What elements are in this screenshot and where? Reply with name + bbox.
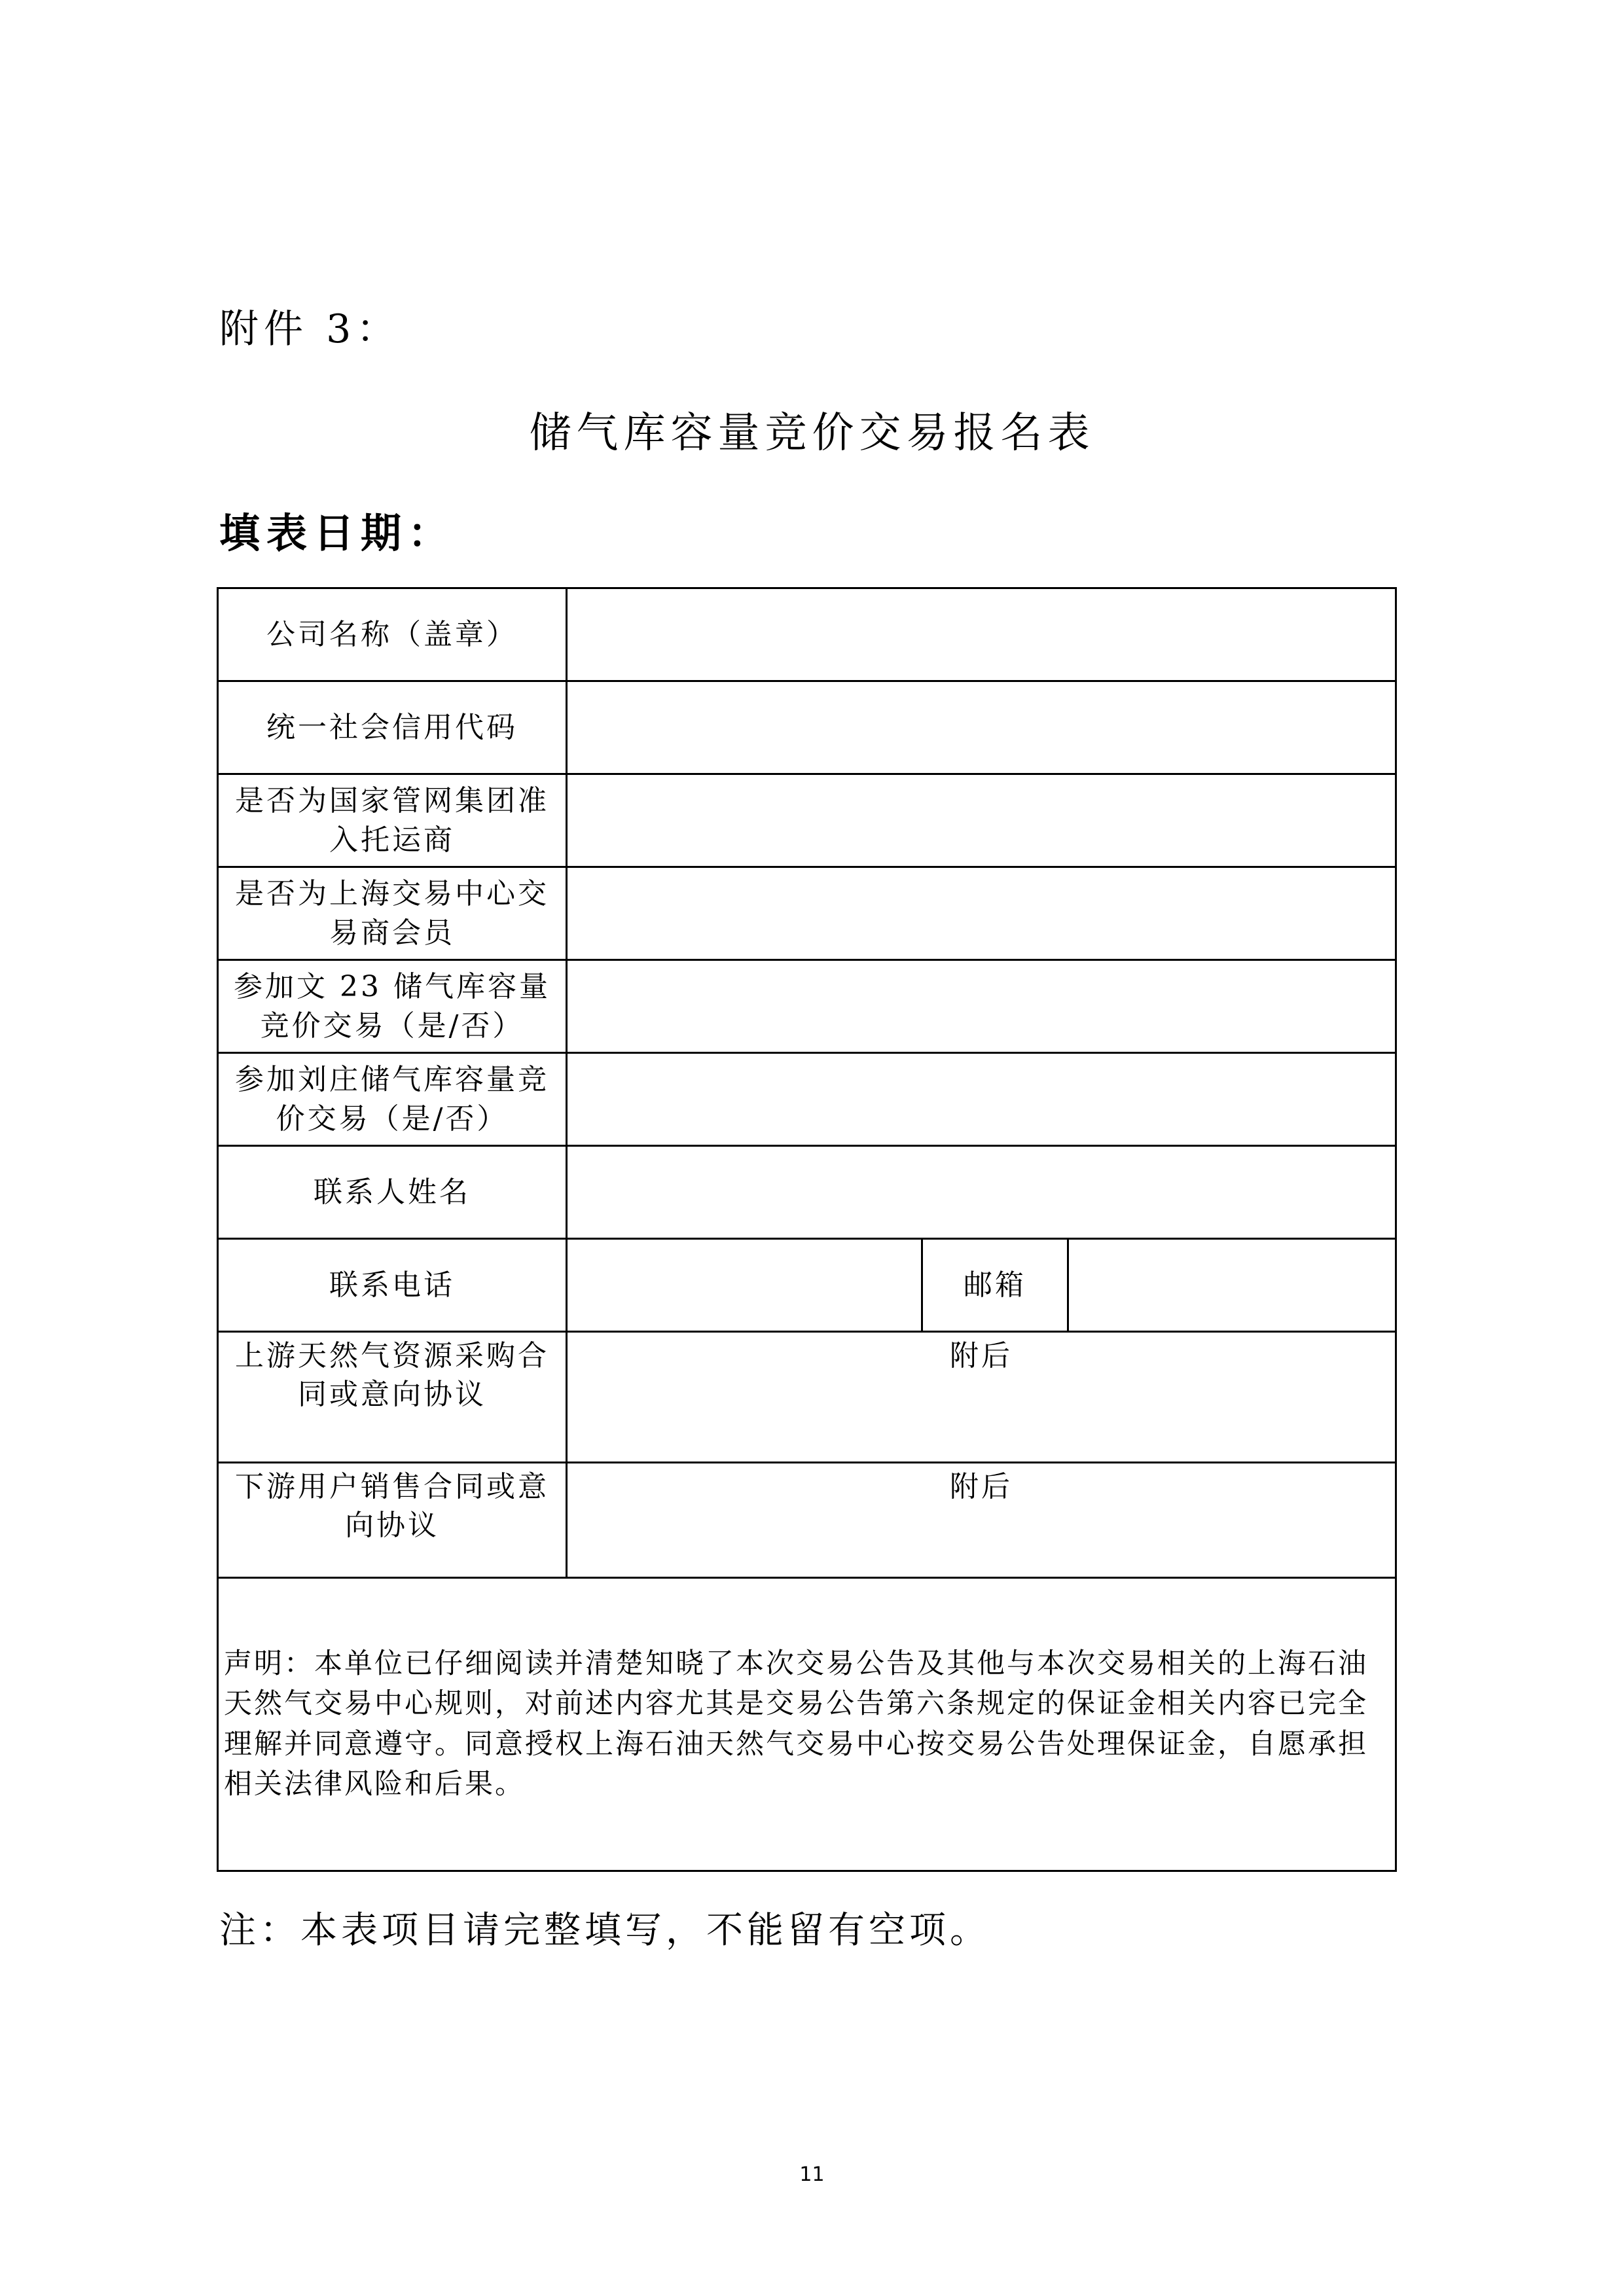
credit-code-field[interactable] [567,681,1396,774]
contact-name-field[interactable] [567,1146,1396,1239]
row-company-name [218,588,1396,681]
footer-note: 注：本表项目请完整填写，不能留有空项。 [219,1909,990,1952]
company-name-label: 公司名称（盖章） [218,588,567,681]
row-wen23 [218,960,1396,1053]
wen23-label: 参加文 23 储气库容量竞价交易（是/否） [218,960,567,1053]
liuzhuang-label: 参加刘庄储气库容量竞价交易（是/否） [218,1053,567,1146]
upstream-value: 附后 [567,1332,1396,1463]
email-field[interactable] [1068,1239,1396,1332]
row-credit-code [218,681,1396,774]
row-exchange-member [218,867,1396,960]
phone-field[interactable] [567,1239,922,1332]
wen23-field[interactable] [567,960,1396,1053]
phone-label: 联系电话 [218,1239,567,1332]
declaration-text: 声明：本单位已仔细阅读并清楚知晓了本次交易公告及其他与本次交易相关的上海石油天然气交易中心规则，对前述内容尤其是交易公告第六条规定的保证金相关内容已完全理解并同意遵守。同意授权上海石油天然气交易中心按交易公告处理保证金，自愿承担相关法律风险和后果。 [218,1578,1396,1871]
liuzhuang-field[interactable] [567,1053,1396,1146]
downstream-label: 下游用户销售合同或意向协议 [218,1463,567,1578]
row-liuzhuang [218,1053,1396,1146]
pipeline-shipper-label: 是否为国家管网集团准入托运商 [218,774,567,867]
contact-name-label: 联系人姓名 [218,1146,567,1239]
upstream-label: 上游天然气资源采购合同或意向协议 [218,1332,567,1463]
company-name-field[interactable] [567,588,1396,681]
pipeline-shipper-field[interactable] [567,774,1396,867]
row-contact-name [218,1146,1396,1239]
row-declaration [218,1578,1396,1871]
form-title: 储气库容量竞价交易报名表 [529,409,1095,457]
row-phone-email [218,1239,1396,1332]
registration-form-table [217,587,1397,1872]
row-pipeline-shipper [218,774,1396,867]
page-number: 11 [799,2163,825,2186]
exchange-member-label: 是否为上海交易中心交易商会员 [218,867,567,960]
row-downstream [218,1463,1396,1578]
downstream-value: 附后 [567,1463,1396,1578]
exchange-member-field[interactable] [567,867,1396,960]
credit-code-label: 统一社会信用代码 [218,681,567,774]
attachment-label: 附件 3： [219,306,401,352]
row-upstream [218,1332,1396,1463]
email-label: 邮箱 [922,1239,1068,1332]
fill-date-label: 填表日期： [219,509,456,557]
